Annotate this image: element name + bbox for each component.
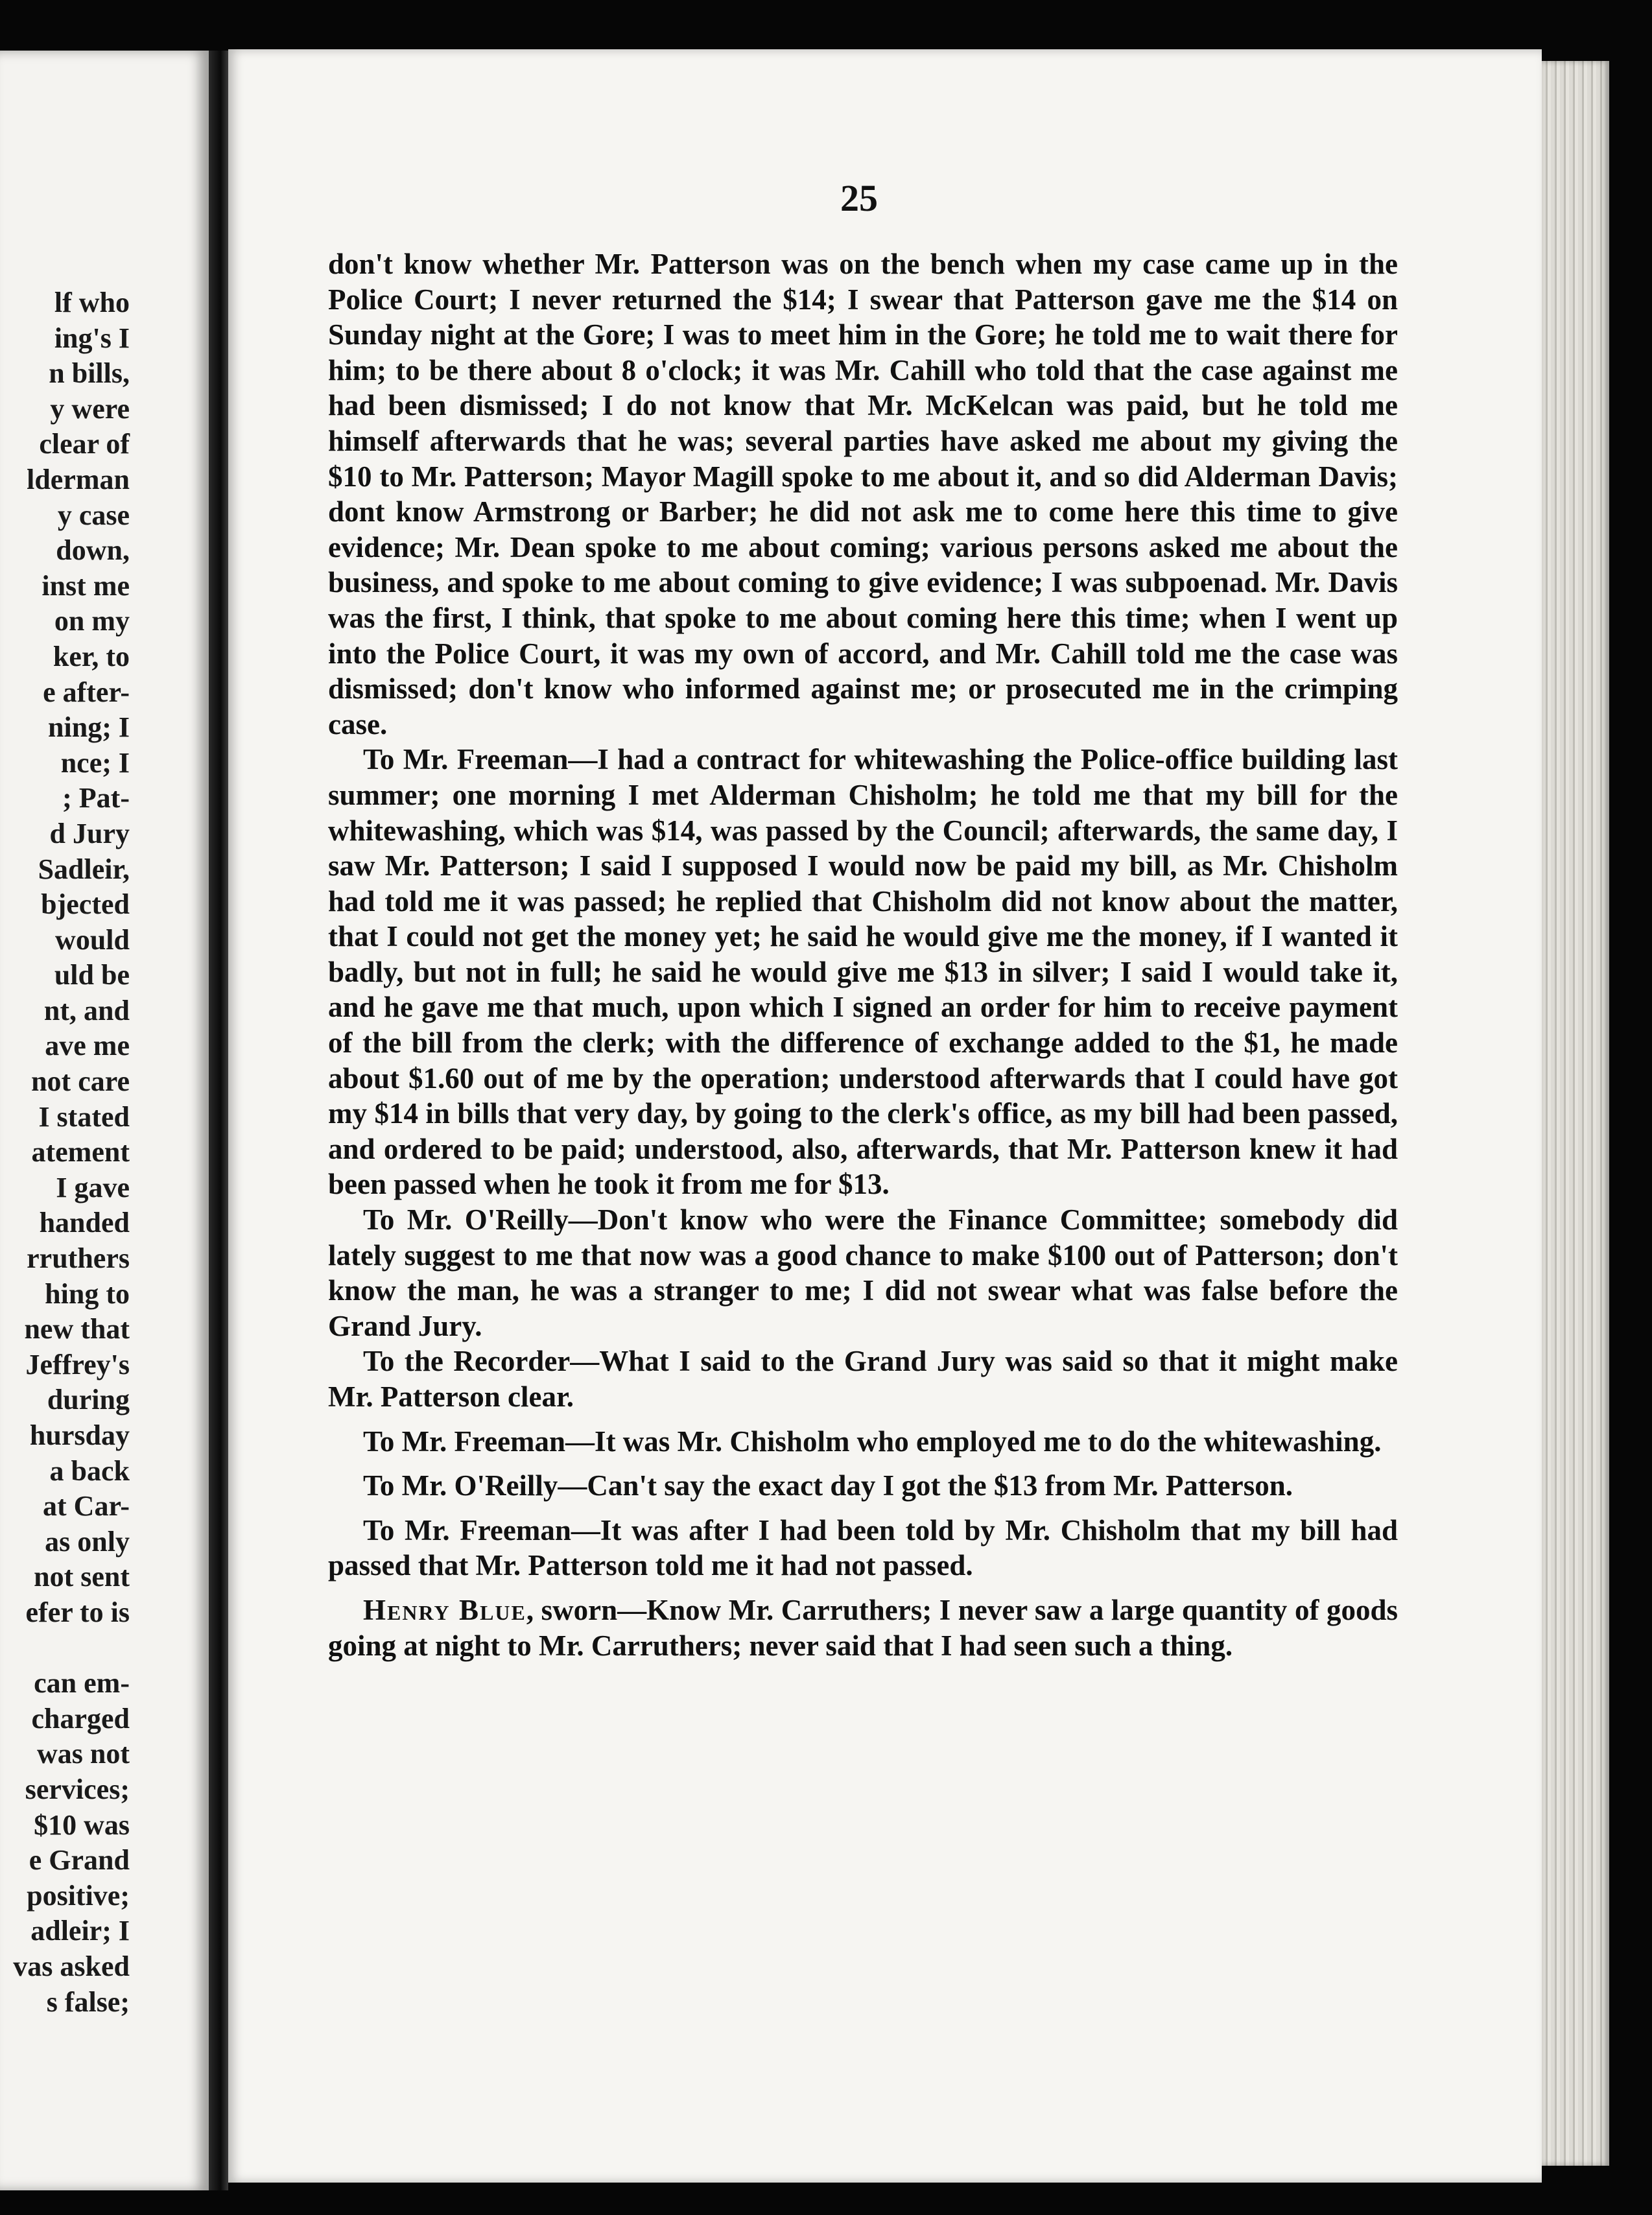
page-edges xyxy=(1542,61,1609,2166)
paragraph-1: don't know whether Mr. Patterson was on the bench when my case came up in the Police Court; I never returned the $14; I swear that Patterson gave me the $14 on Sunday night at the Gore; I was to meet him in the Gore; he told me to wait there for him; to be there about 8 o'clock; it was Mr. Cahill who told that the case against me had been dismissed; I do not know that Mr. McKelcan was paid, but he told me himself afterwards that he was; several parties have asked me about my giving the $10 to Mr. Patterson; Mayor Magill spoke to me about it, and so did Alderman Davis; dont know Armstrong or Barber; he did not ask me to come here this time to give evidence; Mr. Dean spoke to me about coming; various persons asked me about the business, and spoke to me about coming to give evidence; I was subpoenad. Mr. Davis was the first, I think, that spoke to me about coming here this time; when I went up into the Police Court, it was my own of accord, and Mr. Cahill told me the case was dismissed; don't know who informed against me; or prosecuted me in the crimping case. xyxy=(328,248,1398,740)
previous-page-line xyxy=(13,1631,130,1666)
previous-page-line: was not xyxy=(36,1738,130,1770)
previous-page-line: s false; xyxy=(46,1985,130,2018)
previous-page-line: nce; I xyxy=(60,746,130,779)
previous-page-line: ning; I xyxy=(48,711,130,744)
previous-page-line: positive; xyxy=(27,1879,130,1912)
previous-page-line: down, xyxy=(56,534,130,567)
previous-page-line: atement xyxy=(31,1136,130,1168)
previous-page-line: a back xyxy=(49,1454,130,1487)
previous-page-line: ; Pat- xyxy=(62,782,130,814)
paragraph-3: To Mr. O'Reilly—Don't know who were the Finance Committee; somebody did lately suggest to me that now was a good chance to make $100 out of Patterson; don't know the man, he was a stranger to me; I did not swear what was false before the Grand Jury. xyxy=(328,1203,1398,1342)
previous-page-line: clear of xyxy=(39,428,130,460)
paragraph-5: To Mr. Freeman—It was Mr. Chisholm who employed me to do the whitewashing. xyxy=(363,1425,1382,1458)
speaker-name: Henry Blue xyxy=(363,1593,526,1626)
previous-page-line: Sadleir, xyxy=(38,853,130,885)
previous-page-line: handed xyxy=(39,1207,130,1239)
previous-page-line: e after- xyxy=(43,676,130,708)
previous-page-line: on my xyxy=(54,605,130,637)
previous-page-line: charged xyxy=(31,1702,130,1735)
previous-page-line: not sent xyxy=(34,1561,130,1593)
previous-page-line: services; xyxy=(25,1773,130,1805)
previous-page-line: lderman xyxy=(27,463,130,495)
body-text xyxy=(328,246,1398,1663)
previous-page-line: e Grand xyxy=(29,1844,130,1877)
paragraph-7: To Mr. Freeman—It was after I had been told by Mr. Chisholm that my bill had passed that Mr. Patterson told me it had not passed. xyxy=(328,1513,1398,1582)
previous-page-line: vas asked xyxy=(13,1950,130,1982)
previous-page-line: new that xyxy=(24,1313,130,1345)
previous-page-line: not care xyxy=(31,1065,130,1098)
previous-page-line: y were xyxy=(50,392,130,425)
previous-page-line: adleir; I xyxy=(30,1915,130,1947)
previous-page-line: as only xyxy=(45,1525,130,1558)
previous-page-line: efer to is xyxy=(25,1596,130,1628)
previous-page-line: n bills, xyxy=(49,357,130,390)
previous-page-line: uld be xyxy=(54,959,130,991)
page-number: 25 xyxy=(840,177,878,219)
previous-page-line: hursday xyxy=(29,1419,130,1451)
previous-page-line: inst me xyxy=(41,569,130,602)
paragraph-8 xyxy=(328,1593,1398,1663)
previous-page-lines xyxy=(13,285,130,2020)
previous-page-line: $10 was xyxy=(34,1808,130,1841)
previous-page-line: bjected xyxy=(41,888,130,921)
previous-page-line: ker, to xyxy=(53,640,130,672)
previous-page-line: can em- xyxy=(34,1667,130,1700)
previous-page-line: rruthers xyxy=(27,1242,130,1275)
paragraph-4: To the Recorder—What I said to the Grand Jury was said so that it might make Mr. Patterson clear. xyxy=(328,1345,1398,1413)
previous-page-line: during xyxy=(47,1384,130,1416)
previous-page-line: d Jury xyxy=(49,817,130,849)
previous-page-fragment xyxy=(0,51,209,2190)
previous-page-line: ing's I xyxy=(54,322,130,354)
previous-page-line: y case xyxy=(57,499,130,531)
previous-page-line: at Car- xyxy=(43,1490,130,1522)
previous-page-line: I stated xyxy=(38,1100,130,1133)
previous-page-line: nt, and xyxy=(43,994,130,1026)
previous-page-line: Jeffrey's xyxy=(25,1348,130,1380)
previous-page-line: would xyxy=(55,923,130,956)
previous-page-line: ave me xyxy=(45,1030,130,1062)
previous-page-line: I gave xyxy=(56,1171,130,1203)
previous-page-line: lf who xyxy=(54,287,130,318)
previous-page-line: hing to xyxy=(45,1277,130,1310)
paragraph-6: To Mr. O'Reilly—Can't say the exact day I got the $13 from Mr. Patterson. xyxy=(363,1469,1293,1502)
paragraph-2: To Mr. Freeman—I had a contract for whitewashing the Police-office building last summer; one morning I met Alderman Chisholm; he told me that my bill for the whitewashing, which was $14, was passed by the Council; afterwards, the same day, I saw Mr. Patterson; I said I supposed I would now be paid my bill, as Mr. Chisholm had told me it was passed; he replied that Chisholm did not know about the matter, that I could not get the money yet; he said he would give me the money, if I wanted it badly, but not in full; he said he would give me $13 in silver; I said I would take it, and he gave me that much, upon which I signed an order for him to receive payment of the bill from the clerk; with the difference of exchange added to the $1, he made about $1.60 out of me by the operation; understood afterwards that I could have got my $14 in bills that very day, by going to the clerk's office, as my bill had been passed, and ordered to be paid; understood, also, afterwards, that Mr. Patterson knew it had been passed when he took it from me for $13. xyxy=(328,743,1398,1201)
book-gutter xyxy=(209,51,228,2190)
speaker-testimony: , sworn—Know Mr. Carruthers; I never saw a large quantity of goods going at night to Mr. Carruthers; never said that I had seen such a thing. xyxy=(328,1593,1398,1662)
